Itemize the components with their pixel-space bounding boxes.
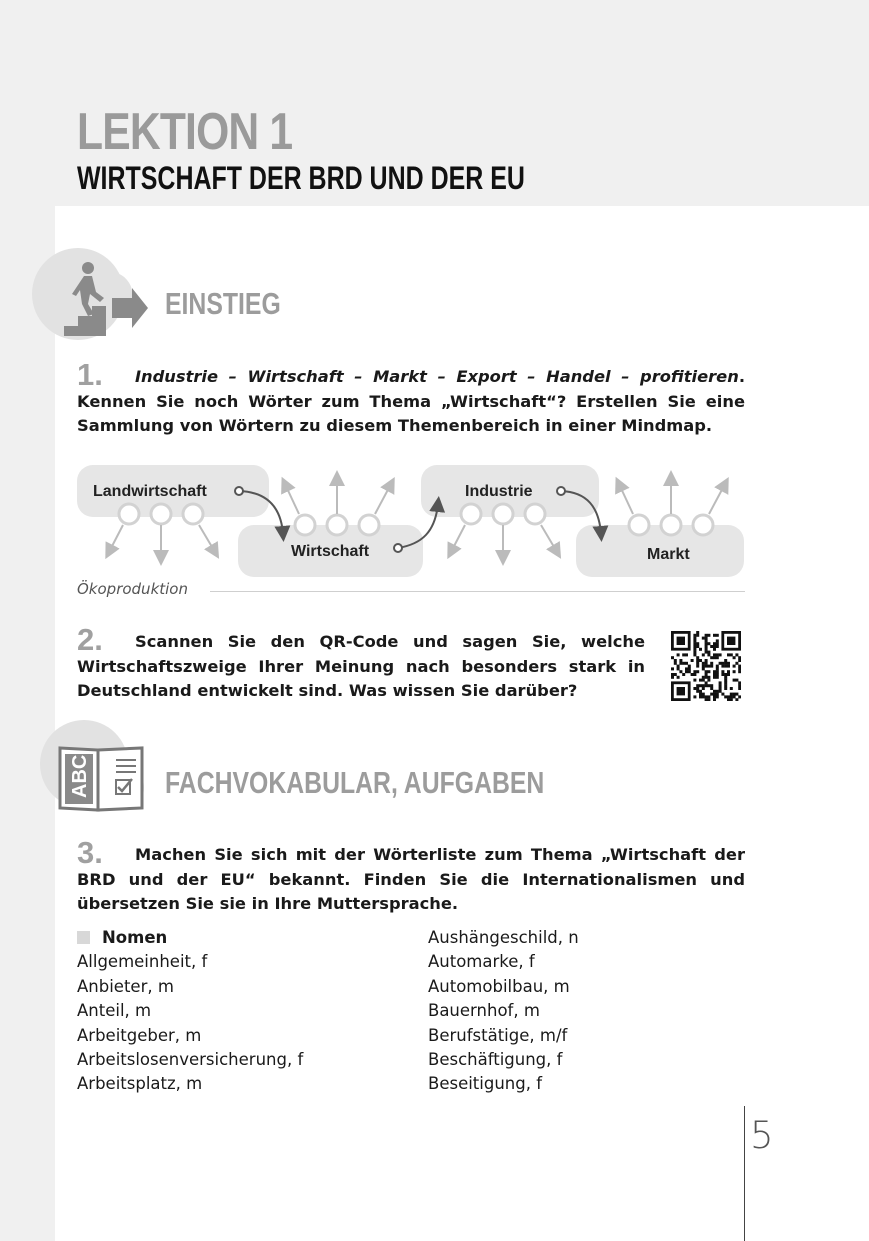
task-2-text: Scannen Sie den QR-Code und sagen Sie, welche Wirtschaftszweige Ihrer Meinung nach besonders stark in Deutschland entwickelt sind. Was wissen Sie darüber? — [77, 632, 645, 700]
task-3-text: Machen Sie sich mit der Wörterliste zum Thema „Wirtschaft der BRD und der EU“ bekannt. Finden Sie die Internationalismen und übersetzen Sie sie in Ihre Muttersprache. — [77, 845, 745, 913]
task-3 — [77, 835, 745, 917]
vocab-item: Aushängeschild, n — [428, 928, 579, 947]
section-title-einstieg: EINSTIEG — [165, 286, 281, 321]
mindmap-diagram — [77, 462, 747, 578]
task-number: 3. — [77, 835, 103, 870]
lesson-number: LEKTION 1 — [77, 103, 293, 161]
vocab-header — [77, 926, 303, 950]
book-abc-label: ABC — [69, 754, 91, 798]
task-1-text: . Kennen Sie noch Wörter zum Thema „Wirtschaft“? Erstellen Sie eine Sammlung von Wörtern zu diesem Themenbereich in einer Mindmap. — [77, 367, 745, 435]
task-number: 1. — [77, 357, 103, 392]
abc-book-icon — [38, 718, 158, 822]
vocab-item: Beschäftigung, f — [428, 1050, 563, 1070]
vocab-item: Beseitigung, f — [428, 1074, 543, 1094]
task-1-keywords: Industrie – Wirtschaft – Markt – Export – Handel – profitieren — [135, 367, 739, 386]
task-2 — [77, 622, 645, 704]
vocab-item: Anteil, m — [77, 1001, 152, 1021]
vocab-header-label: Nomen — [102, 928, 168, 947]
qr-code-icon — [671, 631, 741, 701]
vocab-item: Berufstätige, m/f — [428, 1025, 568, 1045]
task-1 — [77, 357, 745, 439]
vocab-item: Arbeitslosenversicherung, f — [77, 1050, 304, 1070]
vocab-item: Automarke, f — [428, 952, 535, 972]
mindmap-label-wirtschaft: Wirtschaft — [291, 543, 370, 560]
task-number: 2. — [77, 622, 103, 657]
lesson-title: WIRTSCHAFT DER BRD UND DER EU — [77, 160, 525, 196]
mindmap-label-industrie: Industrie — [465, 483, 533, 500]
vocab-item: Arbeitgeber, m — [77, 1025, 202, 1045]
page-number: 5 — [750, 1114, 774, 1157]
mindmap-example: Ökoproduktion — [77, 580, 188, 598]
vocab-item: Arbeitsplatz, m — [77, 1074, 203, 1094]
mindmap-label-landwirtschaft: Landwirtschaft — [93, 483, 207, 500]
divider — [210, 591, 745, 592]
page-number-rule — [744, 1106, 745, 1241]
vocab-item: Automobilbau, m — [428, 976, 570, 996]
section-title-fachvokabular: FACHVOKABULAR, AUFGABEN — [165, 765, 545, 800]
vocab-item: Anbieter, m — [77, 976, 174, 996]
vocab-column-2 — [428, 926, 579, 1097]
vocab-item: Bauernhof, m — [428, 1001, 540, 1021]
vocab-column-1 — [77, 926, 303, 1097]
bullet-square-icon — [77, 931, 90, 944]
mindmap-label-markt: Markt — [647, 546, 690, 563]
vocab-item: Allgemeinheit, f — [77, 952, 208, 972]
stairs-climber-icon — [30, 246, 152, 352]
